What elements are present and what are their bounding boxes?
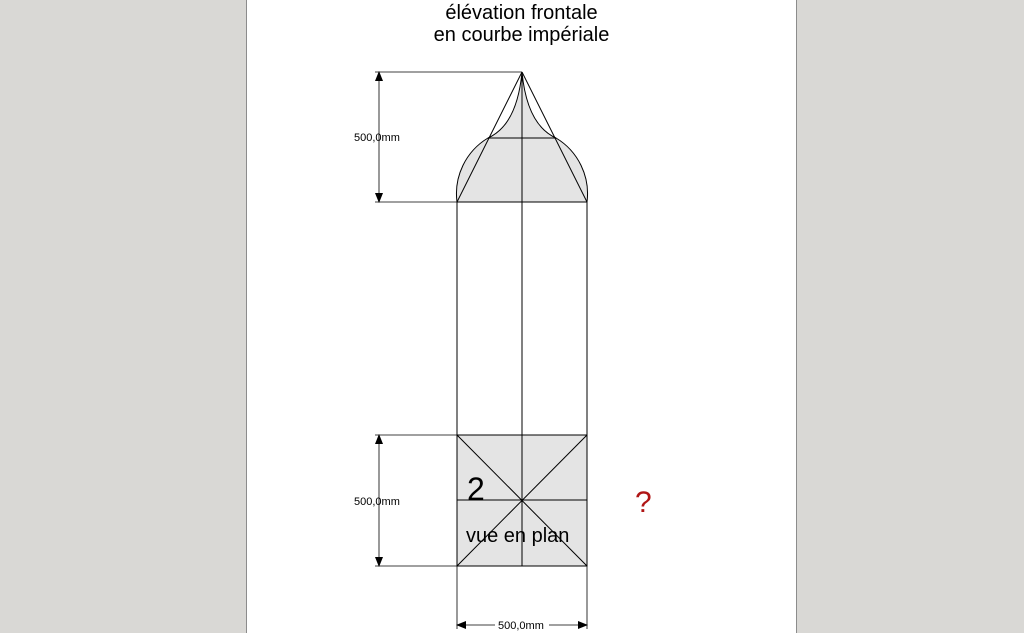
drawing-sheet [246,0,797,633]
dimension-label: 500,0mm [354,496,400,508]
dimension-bottom-width [457,566,587,632]
question-mark: ? [635,486,652,519]
dimension-label: 500,0mm [354,132,400,144]
plan-number: 2 [467,471,485,507]
title-line-2: en courbe impériale [433,24,610,46]
technical-drawing [247,0,796,633]
dimension-label: 500,0mm [498,620,544,632]
title-line-1: élévation frontale [445,2,598,24]
dimension-bottom-height [354,435,457,566]
plan-view [457,435,587,566]
plan-label: vue en plan [466,525,570,547]
